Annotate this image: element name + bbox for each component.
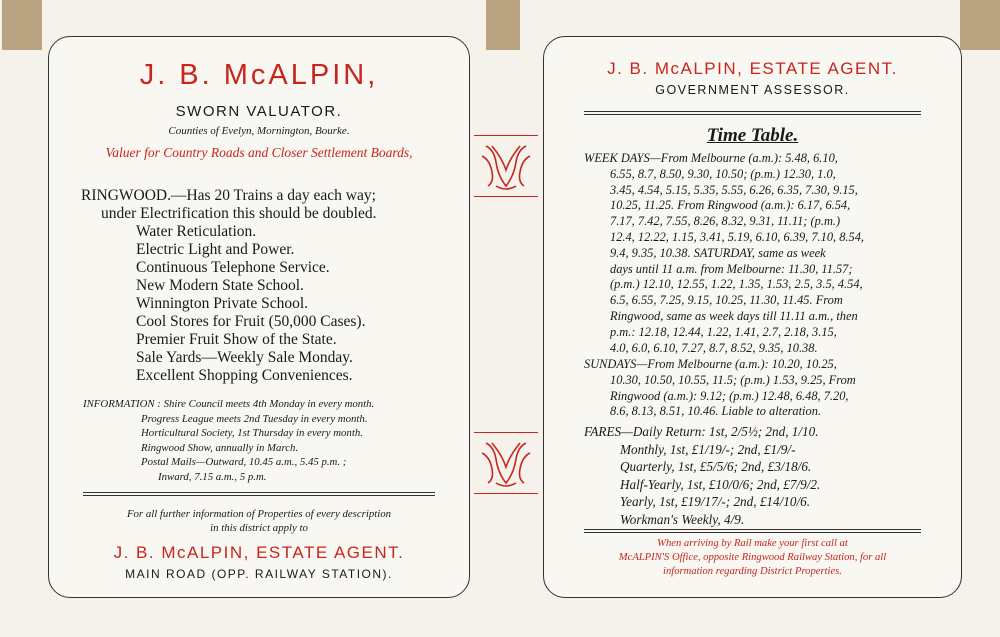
ornament-icon: [474, 433, 538, 493]
timetable-line: 8.6, 8.13, 8.51, 10.46. Liable to alteration.: [610, 404, 821, 419]
timetable-line: Ringwood, same as week days till 11.11 a.m., then: [610, 308, 858, 323]
right-title: J. B. McALPIN, ESTATE AGENT.: [607, 59, 898, 78]
timetable-line: p.m.: 12.18, 12.44, 1.22, 1.41, 2.7, 2.18, 3.15,: [610, 324, 837, 339]
further-info-1: For all further information of Properties of every description: [126, 508, 392, 520]
timetable-line: (p.m.) 12.10, 12.55, 1.22, 1.35, 1.53, 2.5, 3.5, 4.54,: [610, 277, 863, 292]
ringwood-line: Sale Yards—Weekly Sale Monday.: [136, 349, 353, 366]
information-block: [83, 397, 374, 484]
fares-block: [584, 423, 944, 528]
info-line: INFORMATION : Shire Council meets 4th Monday in every month.: [83, 398, 375, 410]
further-info-2: in this district apply to: [210, 522, 308, 534]
ringwood-line: Excellent Shopping Conveniences.: [136, 367, 353, 384]
ringwood-list: [81, 187, 377, 385]
fare-line: Half-Yearly, 1st, £10/0/6; 2nd, £7/9/2.: [620, 476, 821, 492]
ornament-top: [474, 135, 538, 197]
footer-line: McALPIN'S Office, opposite Ringwood Railway Station, for all: [618, 552, 887, 563]
left-agent-name: J. B. McALPIN, ESTATE AGENT.: [113, 543, 405, 562]
weekdays-block: [584, 151, 944, 356]
valuer-line: Valuer for Country Roads and Closer Settlement Boards,: [105, 145, 413, 160]
info-line: Ringwood Show, annually in March.: [141, 441, 299, 454]
ringwood-line: Premier Fruit Show of the State.: [136, 331, 337, 348]
info-line: Progress League meets 2nd Tuesday in every month.: [141, 412, 368, 425]
tape-strip: [2, 0, 42, 50]
info-line: Postal Mails—Outward, 10.45 a.m., 5.45 p.m. ;: [141, 456, 347, 468]
timetable-line: 4.0, 6.0, 6.10, 7.27, 8.7, 8.52, 9.35, 10.38.: [610, 340, 818, 355]
divider-rule: [584, 529, 921, 533]
footer-line: information regarding District Properties.: [663, 566, 842, 577]
right-panel: [543, 36, 962, 598]
timetable-heading: Time Table.: [706, 125, 799, 146]
fare-line: Monthly, 1st, £1/19/-; 2nd, £1/9/-: [620, 441, 796, 457]
fare-line: Quarterly, 1st, £5/5/6; 2nd, £3/18/6.: [620, 459, 812, 474]
ringwood-line: New Modern State School.: [136, 277, 304, 294]
timetable-line: 6.5, 6.55, 7.25, 9.15, 10.25, 11.30, 11.45. From: [610, 293, 843, 308]
timetable-line: 7.17, 7.42, 7.55, 8.26, 8.32, 9.31, 11.11; (p.m.): [610, 214, 841, 229]
timetable-line: 9.4, 9.35, 10.38. SATURDAY, same as week: [610, 245, 826, 260]
ornament-icon: [474, 136, 538, 196]
timetable-line: 10.30, 10.50, 10.55, 11.5; (p.m.) 1.53, 9.25, From: [610, 372, 856, 387]
ringwood-line: Winnington Private School.: [136, 295, 309, 312]
sundays-block: [584, 357, 944, 420]
timetable-line: 12.4, 12.22, 1.15, 3.41, 5.19, 6.10, 6.39, 7.10, 8.54,: [610, 229, 865, 244]
ringwood-line: Continuous Telephone Service.: [136, 259, 330, 276]
footer-notice: [544, 537, 961, 579]
ringwood-line: Cool Stores for Fruit (50,000 Cases).: [136, 313, 366, 330]
tape-strip: [960, 0, 1000, 50]
timetable-line: 6.55, 8.7, 8.50, 9.30, 10.50; (p.m.) 12.30, 1.0,: [610, 166, 836, 181]
timetable-line: Ringwood (a.m.): 9.12; (p.m.) 12.48, 6.48, 7.20,: [610, 388, 849, 403]
tape-strip: [486, 0, 520, 50]
left-panel: [48, 36, 470, 598]
fare-line: Yearly, 1st, £19/17/-; 2nd, £14/10/6.: [620, 494, 811, 509]
ringwood-line: Water Reticulation.: [136, 223, 257, 240]
ringwood-line: under Electrification this should be doubled.: [101, 205, 377, 222]
counties-line: Counties of Evelyn, Mornington, Bourke.: [168, 125, 350, 137]
info-line: Inward, 7.15 a.m., 5 p.m.: [158, 470, 267, 483]
fare-line: FARES—Daily Return: 1st, 2/5½; 2nd, 1/10.: [584, 424, 819, 439]
left-subtitle: SWORN VALUATOR.: [175, 103, 343, 120]
info-line: Horticultural Society, 1st Thursday in every month.: [141, 427, 363, 439]
right-subtitle: GOVERNMENT ASSESSOR.: [655, 83, 850, 97]
timetable-line: 10.25, 11.25. From Ringwood (a.m.): 6.17, 6.54,: [610, 198, 851, 213]
timetable-line: days until 11 a.m. from Melbourne: 11.30, 11.57;: [610, 261, 853, 276]
divider-rule: [83, 492, 435, 496]
left-title: J. B. McALPIN,: [139, 59, 379, 91]
ornament-bottom: [474, 432, 538, 494]
ringwood-line: RINGWOOD.—Has 20 Trains a day each way;: [81, 187, 376, 204]
divider-rule: [584, 111, 921, 115]
ringwood-line: Electric Light and Power.: [136, 241, 295, 258]
footer-line: When arriving by Rail make your first call at: [657, 538, 848, 549]
left-address: MAIN ROAD (OPP. RAILWAY STATION).: [125, 567, 393, 581]
timetable-line: 3.45, 4.54, 5.15, 5.35, 5.55, 6.26, 6.35, 7.30, 9.15,: [610, 182, 858, 197]
fare-line: Workman's Weekly, 4/9.: [620, 511, 745, 527]
timetable-line: SUNDAYS—From Melbourne (a.m.): 10.20, 10.25,: [584, 357, 837, 371]
timetable-line: WEEK DAYS—From Melbourne (a.m.): 5.48, 6.10,: [584, 151, 838, 165]
